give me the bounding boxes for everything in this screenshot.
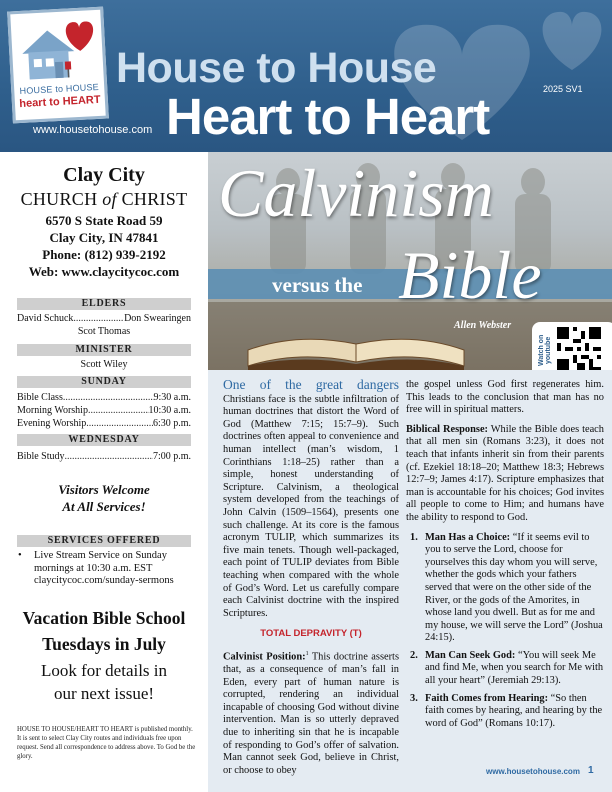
vbs-date: Tuesdays in July bbox=[42, 634, 166, 654]
calvinist-text: This doctrine asserts that, as a consequence of man’s fall in Eden, every part of human nature is corrupted, rendering an individual incapable of choosing God without divine intervention. Man is so utterly depraved due to inheriting sin that he is incapable of responding to God’s offer of salvation. Man cannot seek God, believe in Christ, or choose to obey bbox=[223, 651, 399, 776]
biblical-label: Biblical Response: bbox=[406, 423, 489, 435]
list-item bbox=[406, 693, 604, 731]
vbs-details: our next issue! bbox=[53, 684, 155, 703]
article-lead-in: One of the great dangers bbox=[223, 377, 399, 392]
vbs-title: Vacation Bible School bbox=[22, 608, 186, 628]
church-name bbox=[0, 189, 208, 210]
logo-text-house: HOUSE to HOUSE bbox=[19, 81, 100, 97]
schedule-label: Bible Study bbox=[17, 451, 65, 462]
house-heart-icon bbox=[17, 16, 100, 82]
dot-leader bbox=[73, 313, 124, 324]
schedule-time: 9:30 a.m. bbox=[153, 392, 191, 403]
church-address: 6570 S State Road 59 bbox=[45, 213, 163, 228]
point-title: Man Can Seek God: bbox=[425, 649, 516, 661]
calvinist-position bbox=[223, 648, 399, 777]
dot-leader bbox=[88, 405, 149, 416]
services-item-text[interactable]: Live Stream Service on Sunday mornings at 10:30 a.m. EST claycitycoc.com/sunday-sermons bbox=[34, 550, 174, 586]
dot-leader bbox=[63, 392, 154, 403]
schedule-time: 10:30 a.m. bbox=[148, 405, 191, 416]
schedule-row bbox=[17, 392, 191, 403]
page-number: 1 bbox=[588, 765, 594, 776]
schedule-row bbox=[17, 405, 191, 416]
calvinist-label: Calvinist Position: bbox=[223, 651, 306, 663]
point-title: Man Has a Choice: bbox=[425, 531, 511, 543]
sidebar bbox=[0, 152, 208, 792]
footer-website-link[interactable]: www.housetohouse.com bbox=[486, 767, 580, 776]
elders-row bbox=[17, 313, 191, 324]
hero-versus-text: versus the bbox=[272, 273, 363, 297]
elders-heading: ELDERS bbox=[17, 298, 191, 310]
logo bbox=[7, 7, 109, 124]
elder-name: Scot Thomas bbox=[77, 326, 131, 337]
list-number: 3. bbox=[410, 692, 418, 704]
point-title: Faith Comes from Hearing: bbox=[425, 692, 549, 704]
article-column-2 bbox=[406, 379, 604, 735]
scripture-points-list bbox=[406, 532, 604, 731]
church-phone: Phone: (812) 939-2192 bbox=[42, 247, 166, 262]
list-number: 1. bbox=[410, 531, 418, 543]
open-bible-image bbox=[238, 310, 478, 370]
youtube-qr-card[interactable] bbox=[532, 322, 612, 370]
wednesday-heading: WEDNESDAY bbox=[17, 434, 191, 446]
article bbox=[208, 370, 612, 792]
article-intro-text: Christians face is the subtle infiltration of human doctrines that distort the Word of God (Matthew 7:15; 15:7–9). Such doctrines often appeal to convenience and human intellect (man’s wisdom, 1 Corinthians 1:18–25) rather than a simple, honest understanding of Scripture. Calvinism, a theological system developed from the teachings of John Calvin (1509–1564), presents one such challenge. At its core is the famous acronym TULIP, which summarizes its five main tenets. Though well-packaged, each point of TULIP deviates from Bible teaching when compared with the whole of God’s Word. Let us carefully compare each Calvinist doctrine with the inspired Scriptures. bbox=[223, 393, 399, 619]
publication-notice: HOUSE TO HOUSE/HEART TO HEART is published monthly. It is sent to select Clay City routes and individuals free upon request. Send all correspondence to address above. To God be the glory. bbox=[17, 726, 196, 760]
dot-leader bbox=[86, 418, 153, 429]
masthead-website-link[interactable]: www.housetohouse.com bbox=[33, 124, 153, 136]
schedule-label: Evening Worship bbox=[17, 418, 87, 429]
church-city-state: Clay City, IN 47841 bbox=[49, 230, 159, 245]
footnote-ref: 1 bbox=[305, 650, 309, 657]
schedule-label: Morning Worship bbox=[17, 405, 88, 416]
schedule-label: Bible Class bbox=[17, 392, 63, 403]
list-number: 2. bbox=[410, 649, 418, 661]
masthead-title-line2: Heart to Heart bbox=[166, 88, 490, 145]
schedule-time: 6:30 p.m. bbox=[152, 418, 191, 429]
church-city: Clay City bbox=[63, 164, 145, 186]
hero-banner bbox=[208, 152, 612, 370]
minister-name: Scott Wiley bbox=[80, 359, 128, 370]
bullet-icon: • bbox=[18, 550, 22, 561]
masthead-title-line1: House to House bbox=[116, 44, 437, 92]
point-text: “You will seek Me and find Me, when you search for Me with all your heart” (Jeremiah 29:13). bbox=[425, 649, 604, 687]
vbs-details: Look for details in bbox=[40, 661, 168, 680]
services-heading: SERVICES OFFERED bbox=[17, 535, 191, 547]
schedule-time: 7:00 p.m. bbox=[152, 451, 191, 462]
dot-leader bbox=[65, 451, 153, 462]
hero-title-bible: Bible bbox=[398, 237, 542, 313]
list-item bbox=[406, 532, 604, 645]
point-text: “So then faith comes by hearing, and hearing by the word of God” (Romans 10:17). bbox=[425, 692, 603, 729]
biblical-text: While the Bible does teach that all men sin (Romans 3:23), it does not teach that infants inherit sin from their parents (cf. Ezekiel 18:18–20; Matthew 18:3; Hebrews 12:7–9; James 4:17). Scripture emphasizes that man is accountable for his choices; God invites all people to come to Him; and humans have the ability to respond to God. bbox=[406, 423, 604, 523]
article-column-1 bbox=[223, 379, 399, 784]
visitors-line1: Visitors Welcome bbox=[58, 482, 150, 497]
church-name-of: of bbox=[102, 189, 117, 209]
hero-title-calvinism: Calvinism bbox=[218, 155, 494, 231]
article-author: Allen Webster bbox=[454, 320, 512, 331]
sunday-heading: SUNDAY bbox=[17, 376, 191, 388]
schedule-row bbox=[17, 451, 191, 462]
list-item bbox=[406, 650, 604, 688]
logo-text-heart: heart to HEART bbox=[19, 93, 101, 111]
church-web[interactable]: Web: www.claycitycoc.com bbox=[28, 264, 180, 279]
biblical-response bbox=[406, 424, 604, 525]
point-text: “If it seems evil to you to serve the Lord, choose for yourselves this day whom you will serve, whether the gods which your fathers served that were on the other side of the River, or the gods of the Amorites, in whose land you dwell. But as for me and my house, we will serve the Lord” (Joshua 24:15). bbox=[425, 531, 603, 644]
church-name-part: CHURCH bbox=[20, 189, 103, 209]
schedule-row bbox=[17, 418, 191, 429]
article-intro bbox=[223, 379, 399, 620]
masthead bbox=[0, 0, 612, 152]
elder-name: Don Swearingen bbox=[124, 313, 191, 324]
minister-heading: MINISTER bbox=[17, 344, 191, 356]
qr-code-icon[interactable] bbox=[557, 327, 601, 370]
issue-number: 2025 SV1 bbox=[543, 84, 583, 94]
calvinist-continued: the gospel unless God first regenerates him. This leads to the conclusion that man has no free will in spiritual matters. bbox=[406, 379, 604, 416]
qr-label: Watch on youtube bbox=[538, 334, 552, 366]
section-heading-total-depravity: TOTAL DEPRAVITY (T) bbox=[260, 628, 362, 640]
church-name-part: CHRIST bbox=[116, 189, 188, 209]
visitors-line2: At All Services! bbox=[62, 499, 146, 514]
elder-name: David Schuck bbox=[17, 313, 74, 324]
